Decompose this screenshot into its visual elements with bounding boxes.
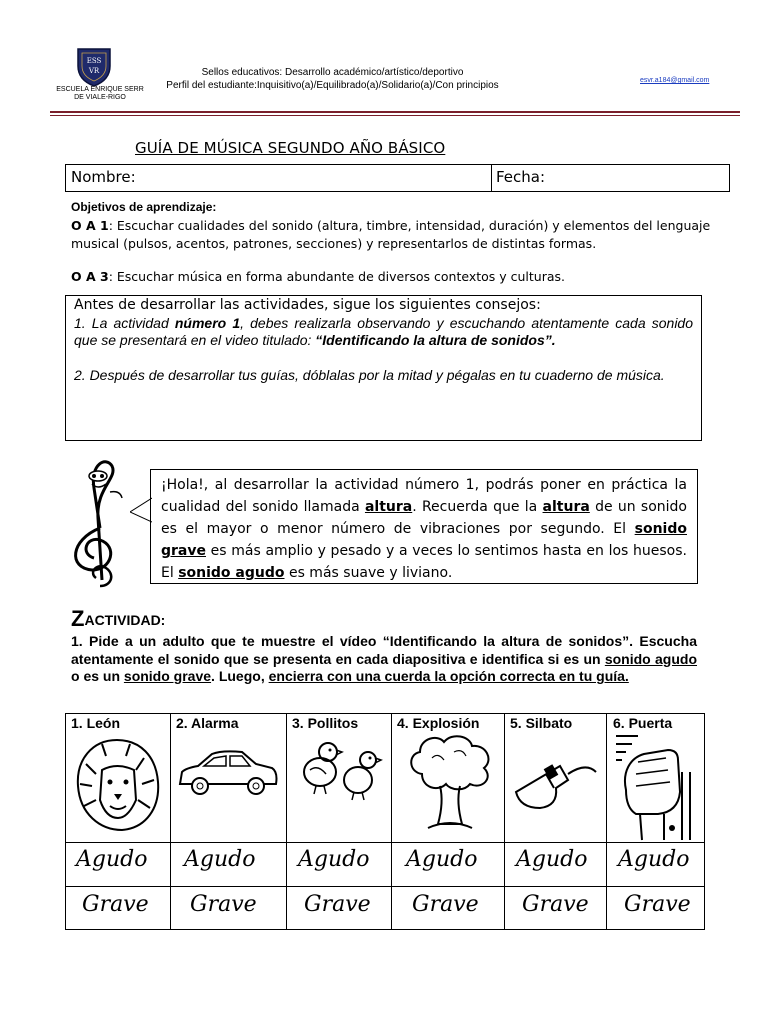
- bubble-part-4: es más amplio y pesado y a veces lo sentimos hasta en los huesos. El: [161, 543, 687, 581]
- page-title: GUÍA DE MÚSICA SEGUNDO AÑO BÁSICO: [135, 139, 446, 157]
- column-header-silbato: 5. Silbato: [510, 715, 573, 731]
- column-header-alarma: 2. Alarma: [176, 715, 239, 731]
- option-grave-leon[interactable]: Grave: [82, 892, 149, 917]
- instr-sonido-grave: sonido grave: [123, 668, 212, 684]
- option-agudo-pollitos[interactable]: Agudo: [298, 847, 370, 872]
- treble-clef-character-icon: [60, 458, 132, 590]
- table-col-divider: [606, 714, 607, 929]
- school-name-line2: DE VIALE-RIGO: [74, 94, 126, 101]
- option-grave-silbato[interactable]: Grave: [522, 892, 589, 917]
- bubble-sonido-grave: sonido grave: [161, 521, 687, 559]
- oa1-text: : Escuchar cualidades del sonido (altura, timbre, intensidad, duración) y elementos del lenguaje musical (pulsos, acentos, patrones, secciones) y representarlos de distintas formas.: [71, 218, 711, 251]
- table-col-divider: [286, 714, 287, 929]
- option-agudo-leon[interactable]: Agudo: [76, 847, 148, 872]
- crest-text-top: ESS: [86, 57, 102, 65]
- bubble-part-2: . Recuerda que la: [412, 499, 543, 515]
- option-grave-alarma[interactable]: Grave: [190, 892, 257, 917]
- bubble-part-3: de un sonido es el mayor o menor número de vibraciones por segundo. El: [161, 499, 688, 537]
- instr-part-3: . Luego,: [211, 668, 269, 684]
- oa3-text: : Escuchar música en forma abundante de diversos contextos y culturas.: [108, 269, 566, 284]
- table-col-divider: [170, 714, 171, 929]
- school-email-link[interactable]: esvr.a184@gmail.com: [640, 77, 710, 84]
- name-label: Nombre:: [71, 168, 136, 186]
- column-header-pollitos: 3. Pollitos: [292, 715, 359, 731]
- instr-circle-option: encierra con una cuerda la opción correcta en tu guía.: [268, 668, 629, 684]
- oa1-code: O A 1: [71, 218, 109, 233]
- sound-classification-table: [65, 713, 705, 930]
- option-agudo-silbato[interactable]: Agudo: [516, 847, 588, 872]
- option-grave-puerta[interactable]: Grave: [624, 892, 691, 917]
- oa3-code: O A 3: [71, 269, 109, 284]
- seals-line2: Perfil del estudiante:Inquisitivo(a)/Equilibrado(a)/Solidario(a)/Con principios: [166, 80, 499, 91]
- date-label: Fecha:: [496, 168, 546, 186]
- activity-instructions: [71, 633, 697, 686]
- advice-item-1: [74, 315, 693, 350]
- objectives-heading: Objetivos de aprendizaje:: [71, 200, 217, 214]
- bubble-part-5: es más suave y liviano.: [284, 565, 453, 581]
- chicks-icon: [294, 736, 386, 802]
- school-name-line1: ESCUELA ENRIQUE SERR: [56, 86, 144, 93]
- advice-box: [65, 295, 702, 441]
- objective-oa3: [71, 268, 731, 286]
- lion-icon: [72, 734, 162, 834]
- school-crest-icon: [75, 46, 113, 88]
- option-agudo-puerta[interactable]: Agudo: [618, 847, 690, 872]
- header-divider: [50, 111, 740, 113]
- advice-lead: Antes de desarrollar las actividades, sigue los siguientes consejos:: [74, 297, 541, 313]
- advice1-part-a: 1. La actividad: [74, 314, 175, 331]
- option-agudo-explosion[interactable]: Agudo: [406, 847, 478, 872]
- whistle-icon: [510, 752, 600, 812]
- instr-part-1: 1. Pide a un adulto que te muestre el vídeo “Identificando la altura de sonidos”. Escucha atentamente el sonido que se presenta en cada diapositiva e identifica si es un: [71, 633, 697, 667]
- header-divider-thin: [50, 115, 740, 116]
- activity-heading-text: ACTIVIDAD:: [84, 612, 166, 628]
- speech-bubble: [150, 469, 698, 584]
- advice1-activity-number: número 1: [174, 314, 241, 331]
- bubble-altura-2: altura: [542, 499, 590, 515]
- objective-oa1: [71, 217, 731, 253]
- table-col-divider: [504, 714, 505, 929]
- table-col-divider: [391, 714, 392, 929]
- seals-line1: Sellos educativos: Desarrollo académico/artístico/deportivo: [201, 67, 464, 78]
- crest-text-bottom: VR: [88, 67, 100, 75]
- option-agudo-alarma[interactable]: Agudo: [184, 847, 256, 872]
- explosion-icon: [402, 732, 498, 832]
- name-date-separator: [491, 165, 492, 191]
- table-row-divider: [66, 886, 704, 887]
- instr-part-2: o es un: [71, 668, 124, 684]
- car-icon: [176, 748, 280, 798]
- option-grave-explosion[interactable]: Grave: [412, 892, 479, 917]
- name-date-box: [65, 164, 730, 192]
- bubble-sonido-agudo: sonido agudo: [178, 565, 285, 581]
- column-header-puerta: 6. Puerta: [613, 715, 673, 731]
- bubble-altura-1: altura: [364, 499, 413, 515]
- activity-heading: [71, 606, 165, 632]
- column-header-leon: 1. León: [71, 715, 121, 731]
- activity-z-icon: Z: [71, 606, 85, 631]
- table-row-divider: [66, 842, 704, 843]
- school-name: [50, 86, 150, 102]
- speech-bubble-tail: [130, 496, 152, 526]
- bubble-part-1: ¡Hola!, al desarrollar la actividad número 1, podrás poner en práctica la cualidad del sonido llamada: [161, 477, 687, 515]
- advice1-part-c: , debes realizarla observando y escuchando atentamente cada sonido que se presentará en el video titulado:: [74, 314, 693, 348]
- door-knock-icon: [612, 732, 702, 842]
- option-grave-pollitos[interactable]: Grave: [304, 892, 371, 917]
- advice2-text: 2. Después de desarrollar tus guías, dóblalas por la mitad y pégalas en tu cuaderno de música.: [74, 366, 665, 383]
- school-seals: [160, 66, 505, 102]
- advice-item-2: [74, 367, 693, 385]
- column-header-explosion: 4. Explosión: [397, 715, 480, 731]
- advice1-video-title: “Identificando la altura de sonidos”.: [315, 332, 556, 348]
- instr-sonido-agudo: sonido agudo: [604, 650, 698, 667]
